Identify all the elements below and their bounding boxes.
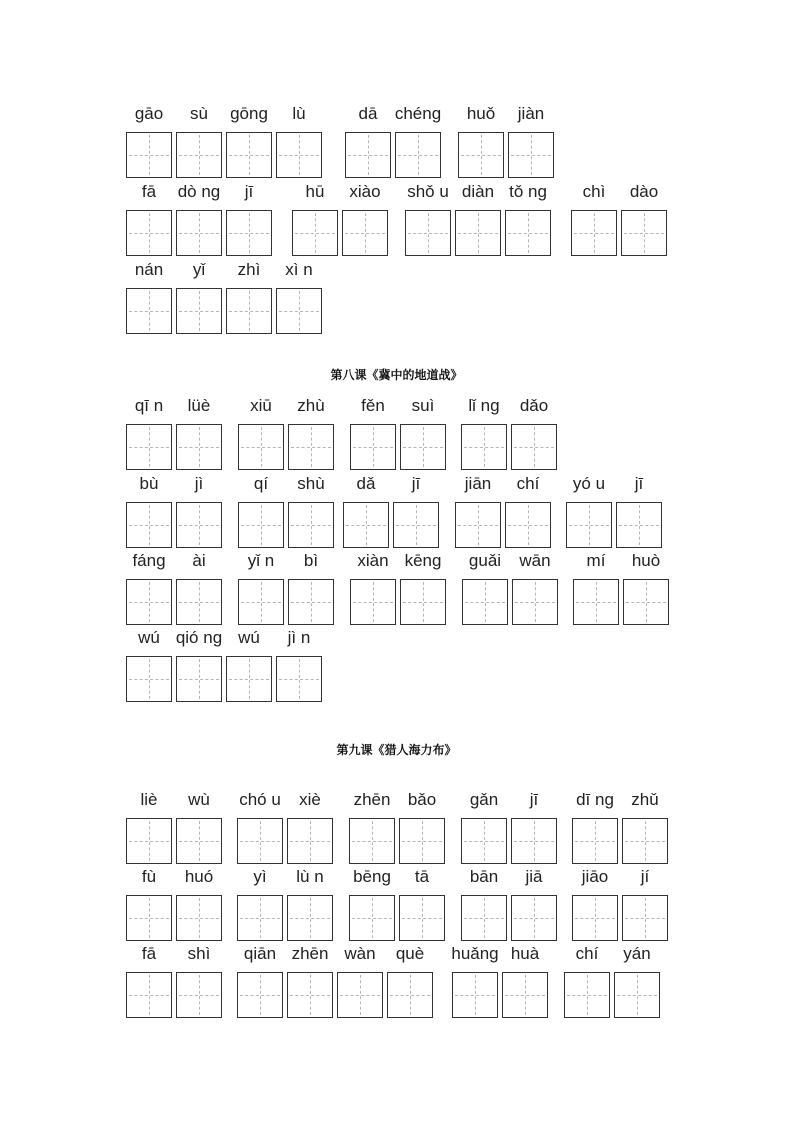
- tianzige-writing-box[interactable]: [126, 210, 172, 256]
- pinyin-label: xiào: [349, 182, 381, 201]
- tianzige-writing-box[interactable]: [238, 424, 284, 470]
- pinyin-label: sù: [190, 104, 208, 123]
- pinyin-label: jiāo: [581, 867, 609, 886]
- tianzige-writing-box[interactable]: [349, 818, 395, 864]
- pinyin-label: huǎng: [451, 944, 499, 963]
- tianzige-writing-box[interactable]: [511, 424, 557, 470]
- pinyin-label: jiān: [464, 474, 492, 493]
- pinyin-label: xiū: [250, 396, 272, 415]
- tianzige-writing-box[interactable]: [237, 818, 283, 864]
- pinyin-label: mí: [586, 551, 606, 570]
- word-group: [126, 551, 222, 631]
- tianzige-writing-box[interactable]: [176, 972, 222, 1018]
- tianzige-writing-box[interactable]: [623, 579, 669, 625]
- tianzige-writing-box[interactable]: [505, 210, 551, 256]
- word-group: [564, 944, 660, 1024]
- pinyin-label: lù: [292, 104, 306, 123]
- pinyin-label: jì: [194, 474, 204, 493]
- pinyin-label: zhǔ: [631, 790, 659, 809]
- tianzige-writing-box[interactable]: [399, 895, 445, 941]
- word-row: [0, 628, 793, 708]
- section-title: 第八课《冀中的地道战》: [330, 368, 463, 382]
- section-title: 第九课《猎人海力布》: [336, 743, 457, 757]
- pinyin-label: nán: [134, 260, 164, 279]
- tianzige-writing-box[interactable]: [461, 895, 507, 941]
- word-row: [0, 551, 793, 631]
- pinyin-label: dā: [358, 104, 378, 123]
- pinyin-label: chí: [516, 474, 540, 493]
- tianzige-writing-box[interactable]: [176, 656, 222, 702]
- pinyin-label: dǎ: [356, 474, 376, 493]
- tianzige-writing-box[interactable]: [126, 818, 172, 864]
- tianzige-writing-box[interactable]: [176, 210, 222, 256]
- tianzige-writing-box[interactable]: [399, 818, 445, 864]
- pinyin-label: yǐ n: [247, 551, 275, 570]
- tianzige-writing-box[interactable]: [511, 818, 557, 864]
- pinyin-label: qī n: [134, 396, 164, 415]
- word-row: [0, 944, 793, 1024]
- pinyin-label: diàn: [461, 182, 495, 201]
- pinyin-label: yán: [623, 944, 651, 963]
- pinyin-label: wān: [519, 551, 551, 570]
- pinyin-label: qiān: [243, 944, 277, 963]
- tianzige-writing-box[interactable]: [176, 288, 222, 334]
- tianzige-writing-box[interactable]: [621, 210, 667, 256]
- pinyin-label: chó u: [239, 790, 281, 809]
- pinyin-label: shì: [187, 944, 211, 963]
- tianzige-writing-box[interactable]: [176, 502, 222, 548]
- tianzige-writing-box[interactable]: [226, 656, 272, 702]
- word-group: [458, 104, 554, 184]
- word-group: [343, 474, 439, 554]
- pinyin-label: jī: [529, 790, 539, 809]
- pinyin-label: huǒ: [466, 104, 496, 123]
- word-group: [292, 182, 388, 262]
- word-group: [126, 628, 322, 708]
- tianzige-writing-box[interactable]: [345, 132, 391, 178]
- pinyin-label: gōng: [230, 104, 268, 123]
- word-group: [237, 867, 333, 947]
- pinyin-label: xiàn: [357, 551, 389, 570]
- pinyin-label: huà: [510, 944, 540, 963]
- tianzige-writing-box[interactable]: [614, 972, 660, 1018]
- pinyin-label: ài: [192, 551, 206, 570]
- pinyin-label: bān: [469, 867, 499, 886]
- word-group: [126, 474, 222, 554]
- word-group: [238, 474, 334, 554]
- tianzige-writing-box[interactable]: [508, 132, 554, 178]
- tianzige-writing-box[interactable]: [176, 895, 222, 941]
- word-group: [126, 182, 272, 262]
- word-group: [126, 260, 322, 340]
- tianzige-writing-box[interactable]: [126, 656, 172, 702]
- pinyin-label: yó u: [572, 474, 606, 493]
- pinyin-label: wàn: [344, 944, 376, 963]
- tianzige-writing-box[interactable]: [287, 895, 333, 941]
- word-group: [461, 790, 557, 870]
- pinyin-label: gāo: [134, 104, 164, 123]
- tianzige-writing-box[interactable]: [400, 424, 446, 470]
- pinyin-label: chí: [575, 944, 599, 963]
- word-group: [455, 474, 551, 554]
- tianzige-writing-box[interactable]: [237, 972, 283, 1018]
- tianzige-writing-box[interactable]: [176, 132, 222, 178]
- word-group: [238, 551, 334, 631]
- pinyin-label: yì: [253, 867, 267, 886]
- tianzige-writing-box[interactable]: [458, 132, 504, 178]
- tianzige-writing-box[interactable]: [502, 972, 548, 1018]
- pinyin-label: tǒ ng: [509, 182, 547, 201]
- pinyin-label: bēng: [353, 867, 391, 886]
- tianzige-writing-box[interactable]: [292, 210, 338, 256]
- pinyin-label: dào: [629, 182, 659, 201]
- tianzige-writing-box[interactable]: [400, 579, 446, 625]
- tianzige-writing-box[interactable]: [393, 502, 439, 548]
- pinyin-label: huò: [631, 551, 661, 570]
- word-row: [0, 474, 793, 554]
- tianzige-writing-box[interactable]: [350, 579, 396, 625]
- tianzige-writing-box[interactable]: [126, 972, 172, 1018]
- word-group: [572, 790, 668, 870]
- word-group: [126, 790, 222, 870]
- tianzige-writing-box[interactable]: [176, 579, 222, 625]
- pinyin-label: què: [395, 944, 425, 963]
- pinyin-label: lüè: [187, 396, 211, 415]
- tianzige-writing-box[interactable]: [126, 895, 172, 941]
- pinyin-label: wù: [188, 790, 210, 809]
- pinyin-label: bù: [139, 474, 159, 493]
- tianzige-writing-box[interactable]: [276, 288, 322, 334]
- pinyin-label: lǐ ng: [468, 396, 500, 415]
- word-group: [350, 551, 446, 631]
- word-group: [571, 182, 667, 262]
- tianzige-writing-box[interactable]: [350, 424, 396, 470]
- word-row: [0, 396, 793, 476]
- word-group: [349, 867, 445, 947]
- word-group: [126, 104, 322, 184]
- pinyin-label: tā: [414, 867, 430, 886]
- word-row: [0, 104, 793, 184]
- tianzige-writing-box[interactable]: [573, 579, 619, 625]
- tianzige-writing-box[interactable]: [395, 132, 441, 178]
- word-group: [126, 396, 222, 476]
- word-group: [349, 790, 445, 870]
- word-group: [572, 867, 668, 947]
- pinyin-label: huó: [184, 867, 214, 886]
- word-group: [573, 551, 669, 631]
- tianzige-writing-box[interactable]: [349, 895, 395, 941]
- word-group: [126, 867, 222, 947]
- pinyin-label: wú: [138, 628, 160, 647]
- tianzige-writing-box[interactable]: [237, 895, 283, 941]
- pinyin-label: fáng: [132, 551, 166, 570]
- word-group: [237, 790, 333, 870]
- pinyin-label: xiè: [299, 790, 321, 809]
- pinyin-label: jī: [244, 182, 254, 201]
- tianzige-writing-box[interactable]: [343, 502, 389, 548]
- tianzige-writing-box[interactable]: [238, 579, 284, 625]
- pinyin-label: zhù: [297, 396, 325, 415]
- pinyin-label: qí: [253, 474, 269, 493]
- pinyin-label: zhēn: [353, 790, 391, 809]
- tianzige-writing-box[interactable]: [462, 579, 508, 625]
- tianzige-writing-box[interactable]: [288, 579, 334, 625]
- tianzige-writing-box[interactable]: [455, 502, 501, 548]
- pinyin-label: yǐ: [192, 260, 206, 279]
- pinyin-label: xì n: [285, 260, 313, 279]
- pinyin-label: liè: [140, 790, 158, 809]
- tianzige-writing-box[interactable]: [176, 818, 222, 864]
- pinyin-label: zhēn: [291, 944, 329, 963]
- word-group: [566, 474, 662, 554]
- tianzige-writing-box[interactable]: [126, 424, 172, 470]
- tianzige-writing-box[interactable]: [505, 502, 551, 548]
- tianzige-writing-box[interactable]: [572, 818, 618, 864]
- pinyin-label: jiā: [525, 867, 543, 886]
- word-group: [461, 396, 557, 476]
- pinyin-label: dǎo: [519, 396, 549, 415]
- pinyin-label: jì n: [287, 628, 311, 647]
- pinyin-label: kēng: [404, 551, 442, 570]
- pinyin-label: gǎn: [469, 790, 499, 809]
- tianzige-writing-box[interactable]: [405, 210, 451, 256]
- tianzige-writing-box[interactable]: [622, 818, 668, 864]
- tianzige-writing-box[interactable]: [238, 502, 284, 548]
- word-group: [405, 182, 551, 262]
- tianzige-writing-box[interactable]: [288, 424, 334, 470]
- tianzige-writing-box[interactable]: [616, 502, 662, 548]
- tianzige-writing-box[interactable]: [287, 972, 333, 1018]
- tianzige-writing-box[interactable]: [455, 210, 501, 256]
- tianzige-writing-box[interactable]: [276, 656, 322, 702]
- pinyin-label: lù n: [296, 867, 324, 886]
- pinyin-label: guǎi: [468, 551, 502, 570]
- pinyin-label: chéng: [394, 104, 442, 123]
- tianzige-writing-box[interactable]: [566, 502, 612, 548]
- word-group: [462, 551, 558, 631]
- pinyin-label: fā: [141, 944, 157, 963]
- tianzige-writing-box[interactable]: [622, 895, 668, 941]
- pinyin-label: jī: [411, 474, 421, 493]
- pinyin-label: fù: [141, 867, 157, 886]
- tianzige-writing-box[interactable]: [226, 288, 272, 334]
- word-group: [237, 944, 433, 1024]
- tianzige-writing-box[interactable]: [572, 895, 618, 941]
- tianzige-writing-box[interactable]: [126, 502, 172, 548]
- tianzige-writing-box[interactable]: [564, 972, 610, 1018]
- pinyin-label: suì: [411, 396, 435, 415]
- word-group: [238, 396, 334, 476]
- word-row: [0, 182, 793, 262]
- pinyin-label: jī: [634, 474, 644, 493]
- word-row: [0, 867, 793, 947]
- tianzige-writing-box[interactable]: [287, 818, 333, 864]
- tianzige-writing-box[interactable]: [126, 288, 172, 334]
- word-group: [345, 104, 441, 184]
- pinyin-label: fěn: [361, 396, 385, 415]
- tianzige-writing-box[interactable]: [337, 972, 383, 1018]
- word-row: [0, 790, 793, 870]
- word-group: [126, 944, 222, 1024]
- pinyin-label: shù: [297, 474, 325, 493]
- word-group: [452, 944, 548, 1024]
- word-group: [350, 396, 446, 476]
- tianzige-writing-box[interactable]: [226, 132, 272, 178]
- tianzige-writing-box[interactable]: [512, 579, 558, 625]
- tianzige-writing-box[interactable]: [387, 972, 433, 1018]
- tianzige-writing-box[interactable]: [288, 502, 334, 548]
- pinyin-label: shǒ u: [407, 182, 449, 201]
- word-row: [0, 260, 793, 340]
- tianzige-writing-box[interactable]: [126, 132, 172, 178]
- tianzige-writing-box[interactable]: [511, 895, 557, 941]
- pinyin-label: bǎo: [407, 790, 437, 809]
- word-group: [461, 867, 557, 947]
- pinyin-label: jí: [640, 867, 650, 886]
- tianzige-writing-box[interactable]: [452, 972, 498, 1018]
- tianzige-writing-box[interactable]: [276, 132, 322, 178]
- pinyin-label: wú: [238, 628, 260, 647]
- pinyin-label: fā: [141, 182, 157, 201]
- pinyin-label: dò ng: [177, 182, 221, 201]
- tianzige-writing-box[interactable]: [342, 210, 388, 256]
- pinyin-label: bì: [303, 551, 319, 570]
- tianzige-writing-box[interactable]: [126, 579, 172, 625]
- tianzige-writing-box[interactable]: [226, 210, 272, 256]
- pinyin-label: jiàn: [517, 104, 545, 123]
- tianzige-writing-box[interactable]: [461, 424, 507, 470]
- pinyin-label: hū: [305, 182, 325, 201]
- tianzige-writing-box[interactable]: [176, 424, 222, 470]
- pinyin-label: qió ng: [175, 628, 223, 647]
- pinyin-label: zhì: [237, 260, 261, 279]
- tianzige-writing-box[interactable]: [571, 210, 617, 256]
- tianzige-writing-box[interactable]: [461, 818, 507, 864]
- pinyin-label: chì: [582, 182, 606, 201]
- pinyin-label: dī ng: [576, 790, 614, 809]
